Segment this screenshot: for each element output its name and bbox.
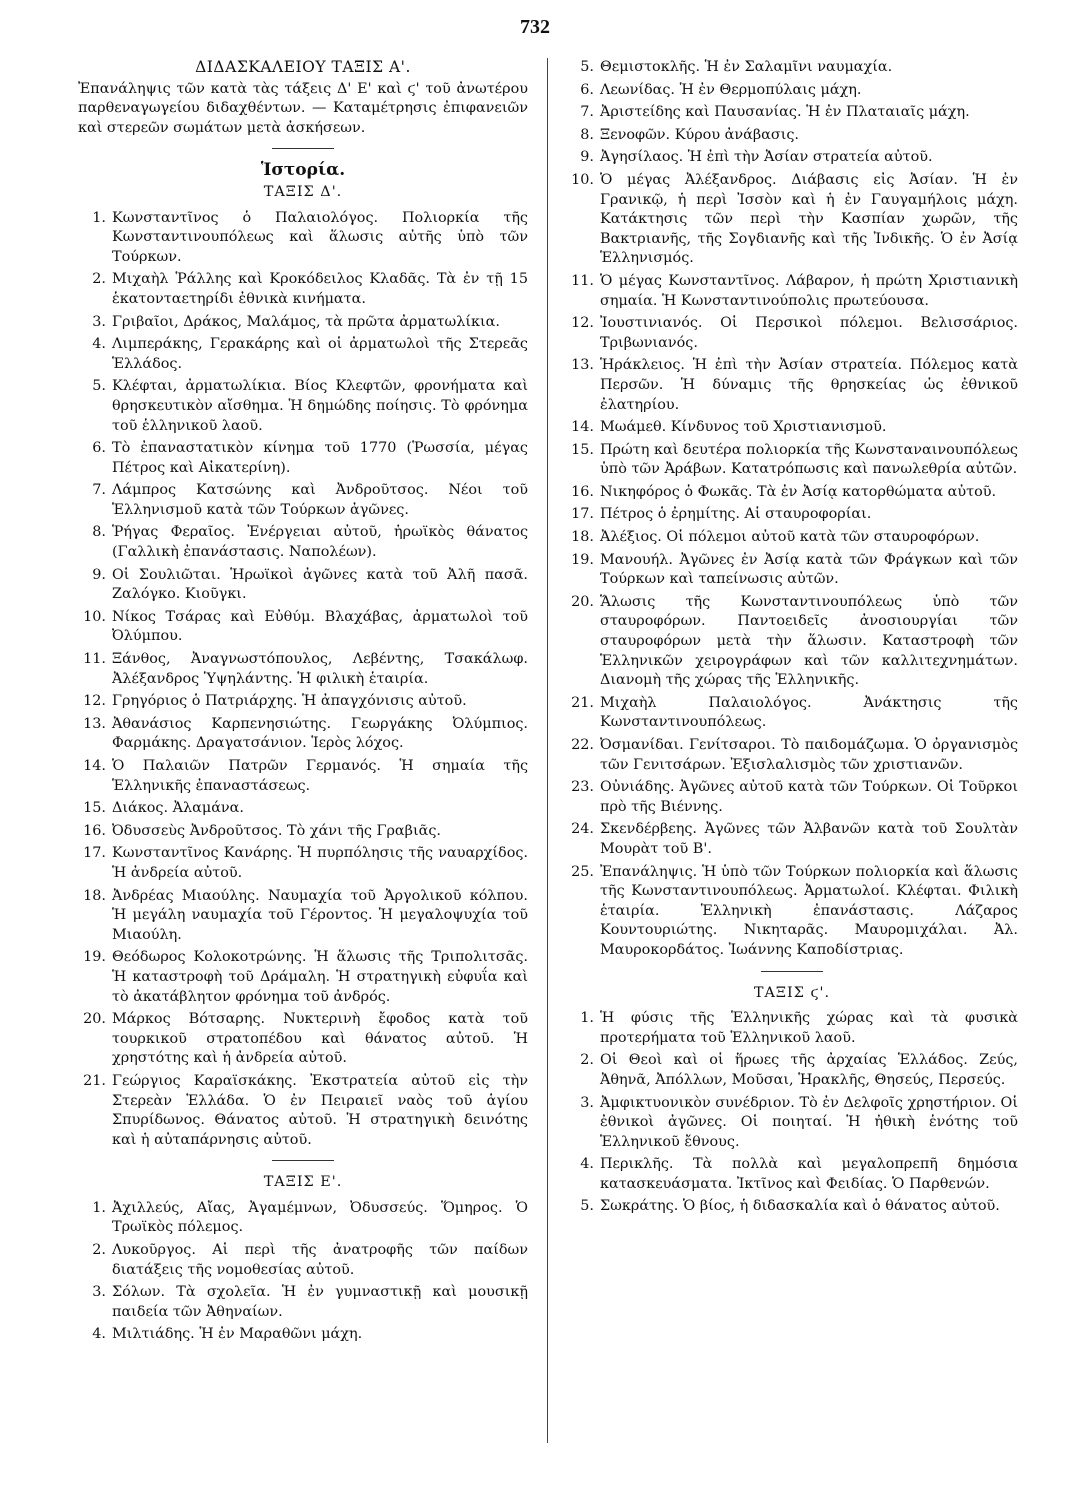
list-item [566,148,1018,168]
list-item [566,820,1018,859]
item-text: Ἐπανάληψις. Ἡ ὑπὸ τῶν Τούρκων πολιορκία καὶ ἅλωσις τῆς Κωνσταντινουπόλεως. Ἀρματωλοί. Κλέφται. Φιλικὴ ἑταιρία. Ἑλληνικὴ ἐπανάστασις. Λάζαρος Κουντουριώτης. Νικηταρᾶς. Μαυρομιχάλαι. Ἀλ. Μαυροκορδάτος. Ἰωάννης Καποδίστριας. [600,863,1018,958]
item-number: 1. [580,1010,594,1027]
item-number: 2. [580,1052,594,1069]
item-number: 19. [83,949,106,966]
item-text: Σκενδέρβεης. Ἀγῶνες τῶν Ἀλβανῶν κατὰ τοῦ Σουλτὰν Μουρὰτ τοῦ Β'. [600,821,1018,857]
list-item [566,551,1018,590]
item-text: Μανουήλ. Ἀγῶνες ἐν Ἀσίᾳ κατὰ τῶν Φράγκων καὶ τῶν Τούρκων καὶ ταπείνωσις αὐτῶν. [600,551,1018,588]
item-number: 11. [571,272,594,289]
item-text: Θεόδωρος Κολοκοτρώνης. Ἡ ἅλωσις τῆς Τριπολιτσᾶς. Ἡ καταστροφὴ τοῦ Δράμαλη. Ἡ στρατηγικὴ εὐφυΐα καὶ τὸ ἀκατάβλητον φρόνημα τοῦ ἀνδρός. [112,949,528,1005]
item-text: Γρηγόριος ὁ Πατριάρχης. Ἡ ἀπαγχόνισις αὐτοῦ. [112,693,467,710]
list-item [566,863,1018,961]
class-d-list [78,209,528,1151]
item-text: Μάρκος Βότσαρης. Νυκτερινὴ ἔφοδος κατὰ τοῦ τουρκικοῦ στρατοπέδου καὶ θάνατος αὐτοῦ. Ἡ χρηστότης καὶ ἡ ἀνδρεία αὐτοῦ. [112,1011,528,1067]
item-text: Ξενοφῶν. Κύρου ἀνάβασις. [600,126,799,143]
history-heading: Ἱστορία. [260,160,346,181]
item-number: 23. [571,779,594,796]
list-item [78,948,528,1007]
list-item [78,209,528,268]
item-text: Οἱ Θεοὶ καὶ οἱ ἥρωες τῆς ἀρχαίας Ἑλλάδος. Ζεύς, Ἀθηνᾶ, Ἀπόλλων, Μοῦσαι, Ἡρακλῆς, Θησεύς, Περσεύς. [600,1052,1018,1088]
item-text: Διάκος. Ἀλαμάνα. [112,800,244,817]
list-item [566,778,1018,817]
class-e-list [78,1199,528,1345]
item-number: 6. [92,440,106,457]
list-item [566,1009,1018,1048]
item-text: Μιχαὴλ Παλαιολόγος. Ἀνάκτησις τῆς Κωνσταντινουπόλεως. [600,694,1018,731]
item-text: Ὁ μέγας Ἀλέξανδρος. Διάβασις εἰς Ἀσίαν. Ἡ ἐν Γρανικῷ, ἡ περὶ Ἰσσὸν καὶ ἡ ἐν Γαυγαμήλοις μάχη. Κατάκτησις τῶν περὶ τὴν Κασπίαν χωρῶν, τῆς Βακτριανῆς, τῆς Σογδιανῆς καὶ τῆς Ἰνδικῆς. Ὁ ἐν Ἀσίᾳ Ἑλληνισμός. [600,171,1018,267]
list-item [566,694,1018,733]
list-item [566,103,1018,123]
item-text: Πρώτη καὶ δευτέρα πολιορκία τῆς Κωνσταναινουπόλεως ὑπὸ τῶν Ἀράβων. Κατατρόπωσις καὶ πανωλεθρία αὐτῶν. [600,441,1018,478]
item-text: Περικλῆς. Τὰ πολλὰ καὶ μεγαλοπρεπῆ δημόσια κατασκευάσματα. Ἰκτῖνος καὶ Φειδίας. Ὁ Παρθενών. [600,1156,1018,1192]
list-item [78,1241,528,1280]
section-rule [761,971,823,972]
item-text: Λυκοῦργος. Αἱ περὶ τῆς ἀνατροφῆς τῶν παίδων διατάξεις τῆς νομοθεσίας αὐτοῦ. [112,1242,528,1278]
item-text: Ἀγησίλαος. Ἡ ἐπὶ τὴν Ἀσίαν στρατεία αὐτοῦ. [600,149,933,166]
item-text: Γεώργιος Καραϊσκάκης. Ἐκστρατεία αὐτοῦ εἰς τὴν Στερεὰν Ἑλλάδα. Ὁ ἐν Πειραιεῖ ναὸς τοῦ ἁγίου Σπυρίδωνος. Θάνατος αὐτοῦ. Ἡ στρατηγικὴ δεινότης καὶ ἡ αὐταπάρνησις αὐτοῦ. [112,1072,528,1148]
list-item [78,313,528,333]
list-item [78,335,528,374]
item-number: 21. [571,694,594,711]
item-text: Ἀλέξιος. Οἱ πόλεμοι αὐτοῦ κατὰ τῶν σταυροφόρων. [600,529,980,546]
item-text: Ὀσμανίδαι. Γενίτσαροι. Τὸ παιδομάζωμα. Ὁ ὀργανισμὸς τῶν Γενιτσάρων. Ἐξισλαλισμὸς τῶν χριστιανῶν. [600,737,1018,773]
item-number: 8. [580,126,594,143]
item-number: 6. [580,81,594,98]
list-item [78,1325,528,1345]
section-rule [272,1160,334,1161]
item-text: Σόλων. Τὰ σχολεῖα. Ἡ ἐν γυμναστικῇ καὶ μουσικῇ παιδεία τῶν Ἀθηναίων. [112,1284,528,1320]
item-number: 17. [83,845,106,862]
class-e-list-continued [566,58,1018,961]
item-number: 18. [83,887,106,904]
item-number: 18. [571,529,594,546]
item-number: 3. [580,1094,594,1111]
list-item [566,1051,1018,1090]
item-number: 5. [92,378,106,395]
item-number: 14. [83,758,106,774]
list-item [566,1094,1018,1153]
list-item [566,81,1018,101]
class-e-heading: ΤΑΞΙΣ Ε'. [263,1174,343,1191]
item-text: Ἀχιλλεύς, Αἴας, Ἀγαμέμνων, Ὀδυσσεύς. Ὅμηρος. Ὁ Τρωϊκὸς πόλεμος. [112,1199,528,1236]
item-number: 5. [580,1198,594,1215]
item-text: Ἰουστινιανός. Οἱ Περσικοὶ πόλεμοι. Βελισσάριος. Τριβωνιανός. [600,315,1018,351]
list-item [78,650,528,689]
item-text: Ξάνθος, Ἀναγνωστόπουλος, Λεβέντης, Τσακάλωφ. Ἀλέξανδρος Ὑψηλάντης. Ἡ φιλικὴ ἑταιρία. [112,651,528,687]
item-text: Κλέφται, ἀρματωλίκια. Βίος Κλεφτῶν, φρονήματα καὶ θρησκευτικὸν αἴσθημα. Ἡ δημώδης ποίησις. Τὸ φρόνημα τοῦ ἑλληνικοῦ λαοῦ. [112,378,528,434]
item-number: 20. [83,1011,106,1028]
item-text: Μωάμεθ. Κίνδυνος τοῦ Χριστιανισμοῦ. [600,419,887,436]
list-item [78,439,528,478]
item-number: 16. [571,483,594,500]
item-text: Οἱ Σουλιῶται. Ἡρωϊκοὶ ἀγῶνες κατὰ τοῦ Ἀλῆ πασᾶ. Ζαλόγκο. Κιοῦγκι. [112,566,528,603]
list-item [566,126,1018,146]
item-number: 17. [571,506,594,523]
list-item [78,1283,528,1322]
column-divider [547,58,548,1443]
item-text: Ἡράκλειος. Ἡ ἐπὶ τὴν Ἀσίαν στρατεία. Πόλεμος κατὰ Περσῶν. Ἡ δύναμις τῆς θρησκείας ὡς ἐθνικοῦ ἐλατηρίου. [600,357,1018,413]
item-text: Λάμπρος Κατσώνης καὶ Ἀνδροῦτσος. Νέοι τοῦ Ἑλληνισμοῦ κατὰ τῶν Τούρκων ἀγῶνες. [112,482,528,518]
list-item [566,272,1018,311]
list-item [566,1155,1018,1194]
list-item [566,418,1018,438]
item-text: Πέτρος ὁ ἐρημίτης. Αἱ σταυροφορίαι. [600,506,872,523]
item-number: 13. [571,357,594,374]
item-number: 22. [571,737,594,753]
class-f-list [566,1009,1018,1217]
item-text: Νίκος Τσάρας καὶ Εὐθύμ. Βλαχάβας, ἀρματωλοὶ τοῦ Ὀλύμπου. [112,608,528,645]
item-number: 1. [92,209,106,226]
list-item [78,608,528,647]
item-text: Ἅλωσις τῆς Κωνσταντινουπόλεως ὑπὸ τῶν σταυροφόρων. Παντοειδεῖς ἀνοσιουργίαι τῶν σταυροφόρων μετὰ τὴν ἅλωσιν. Καταστροφὴ τῶν Ἑλληνικῶν χειρογράφων καὶ τῶν καλλιτεχνημάτων. Διανομὴ τῆς χώρας τῆς Ἑλληνικῆς. [600,593,1018,689]
item-number: 3. [92,1284,106,1301]
item-number: 10. [571,171,594,188]
item-number: 9. [92,566,106,583]
item-text: Ἀριστείδης καὶ Παυσανίας. Ἡ ἐν Πλαταιαῖς μάχη. [600,104,970,121]
item-text: Μιχαὴλ Ῥάλλης καὶ Κροκόδειλος Κλαδᾶς. Τὰ ἐν τῇ 15 ἑκατονταετηρίδι ἐθνικὰ κινήματα. [112,271,528,307]
item-number: 4. [92,336,106,353]
item-text: Σωκράτης. Ὁ βίος, ἡ διδασκαλία καὶ ὁ θάνατος αὐτοῦ. [600,1198,1000,1215]
left-column [78,58,528,1348]
list-item [78,1199,528,1238]
list-item [78,377,528,436]
item-text: Κωνσταντῖνος ὁ Παλαιολόγος. Πολιορκία τῆς Κωνσταντινουπόλεως καὶ ἅλωσις αὐτῆς ὑπὸ τῶν Τούρκων. [112,209,528,265]
item-number: 1. [92,1199,106,1216]
list-item [566,736,1018,775]
list-item [566,356,1018,415]
list-item [566,314,1018,353]
item-text: Θεμιστοκλῆς. Ἡ ἐν Σαλαμῖνι ναυμαχία. [600,59,893,75]
list-item [78,844,528,883]
item-number: 15. [571,441,594,458]
list-item [566,171,1018,269]
item-number: 15. [83,800,106,817]
item-number: 3. [92,313,106,330]
item-text: Λιμπεράκης, Γερακάρης καὶ οἱ ἀρματωλοὶ τῆς Στερεᾶς Ἑλλάδος. [112,336,528,372]
intro-paragraph: Ἐπανάληψις τῶν κατὰ τὰς τάξεις Δ' Ε' καὶ ϛ' τοῦ ἀνωτέρου παρθεναγωγείου διδαχθέντων. — Καταμέτρησις ἐπιφανειῶν καὶ στερεῶν σωμάτων μετὰ ἀσκήσεων. [78,80,528,136]
item-text: Γριβαῖοι, Δράκος, Μαλάμος, τὰ πρῶτα ἀρματωλίκια. [112,313,500,330]
item-text: Ὁ Παλαιῶν Πατρῶν Γερμανός. Ἡ σημαία τῆς Ἑλληνικῆς ἐπαναστάσεως. [112,758,528,794]
list-item [78,523,528,562]
list-item [78,1010,528,1069]
item-number: 10. [83,608,106,625]
list-item [78,822,528,842]
item-text: Λεωνίδας. Ἡ ἐν Θερμοπύλαις μάχη. [600,81,862,98]
class-d-heading: ΤΑΞΙΣ Δ'. [263,183,343,200]
list-item [78,757,528,796]
section-rule [272,148,334,149]
item-text: Οὐνιάδης. Ἀγῶνες αὐτοῦ κατὰ τῶν Τούρκων. Οἱ Τοῦρκοι πρὸ τῆς Βιέννης. [600,779,1018,815]
item-number: 9. [580,149,594,166]
item-number: 19. [571,551,594,568]
item-number: 11. [83,651,106,668]
page-number: 732 [520,16,550,38]
list-item [566,441,1018,480]
list-item [566,593,1018,691]
item-text: Ἀθανάσιος Καρπενησιώτης. Γεωργάκης Ὀλύμπιος. Φαρμάκης. Δραγατσάνιον. Ἱερὸς λόχος. [112,715,528,752]
item-text: Μιλτιάδης. Ἡ ἐν Μαραθῶνι μάχη. [112,1326,363,1343]
item-number: 8. [92,524,106,541]
item-text: Ὁ μέγας Κωνσταντῖνος. Λάβαρον, ἡ πρώτη Χριστιανικὴ σημαία. Ἡ Κωνσταντινούπολις πρωτεύουσα. [600,272,1018,309]
item-text: Νικηφόρος ὁ Φωκᾶς. Τὰ ἐν Ἀσίᾳ κατορθώματα αὐτοῦ. [600,483,997,500]
list-item [78,887,528,946]
item-number: 24. [571,821,594,838]
list-item [78,715,528,754]
item-text: Ἀμφικτυονικὸν συνέδριον. Τὸ ἐν Δελφοῖς χρηστήριον. Οἱ ἐθνικοὶ ἀγῶνες. Οἱ ποιηταί. Ἡ ἠθικὴ ἑνότης τοῦ Ἑλληνικοῦ ἔθνους. [600,1094,1018,1150]
item-number: 14. [571,419,594,436]
list-item [566,483,1018,503]
item-number: 20. [571,593,594,610]
item-number: 5. [580,59,594,75]
list-item [78,270,528,309]
item-number: 13. [83,715,106,732]
item-text: Ὀδυσσεὺς Ἀνδροῦτσος. Τὸ χάνι τῆς Γραβιᾶς. [112,822,441,839]
list-item [78,481,528,520]
list-item [566,505,1018,525]
item-text: Ἡ φύσις τῆς Ἑλληνικῆς χώρας καὶ τὰ φυσικὰ προτερήματα τοῦ Ἑλληνικοῦ λαοῦ. [600,1010,1018,1046]
item-number: 2. [92,271,106,288]
item-number: 7. [92,482,106,499]
item-number: 2. [92,1242,106,1259]
class-f-heading: ΤΑΞΙΣ ϛ'. [753,984,831,1001]
item-number: 4. [580,1156,594,1173]
item-number: 4. [92,1326,106,1343]
list-item [78,566,528,605]
list-item [566,528,1018,548]
item-text: Κωνσταντῖνος Κανάρης. Ἡ πυρπόλησις τῆς ναυαρχίδος. Ἡ ἀνδρεία αὐτοῦ. [112,845,528,881]
item-number: 21. [83,1072,106,1089]
item-text: Ῥήγας Φεραῖος. Ἐνέργειαι αὐτοῦ, ἡρωϊκὸς θάνατος (Γαλλικὴ ἐπανάστασις. Ναπολέων). [112,524,528,561]
item-text: Ἀνδρέας Μιαούλης. Ναυμαχία τοῦ Ἀργολικοῦ κόλπου. Ἡ μεγάλη ναυμαχία τοῦ Γέροντος. Ἡ μεγαλοψυχία τοῦ Μιαούλη. [112,887,528,943]
item-number: 16. [83,822,106,839]
list-item [566,1197,1018,1217]
item-number: 25. [571,863,594,880]
right-column [566,58,1018,1220]
list-item [78,799,528,819]
list-item [78,692,528,712]
item-number: 7. [580,104,594,121]
item-text: Τὸ ἐπαναστατικὸν κίνημα τοῦ 1770 (Ῥωσσία, μέγας Πέτρος καὶ Αἰκατερίνη). [112,440,528,476]
item-number: 12. [571,315,594,332]
section-title: ΔΙΔΑΣΚΑΛΕΙΟΥ ΤΑΞΙΣ Α'. [195,58,411,76]
list-item [566,58,1018,78]
list-item [78,1072,528,1150]
item-number: 12. [83,693,106,710]
